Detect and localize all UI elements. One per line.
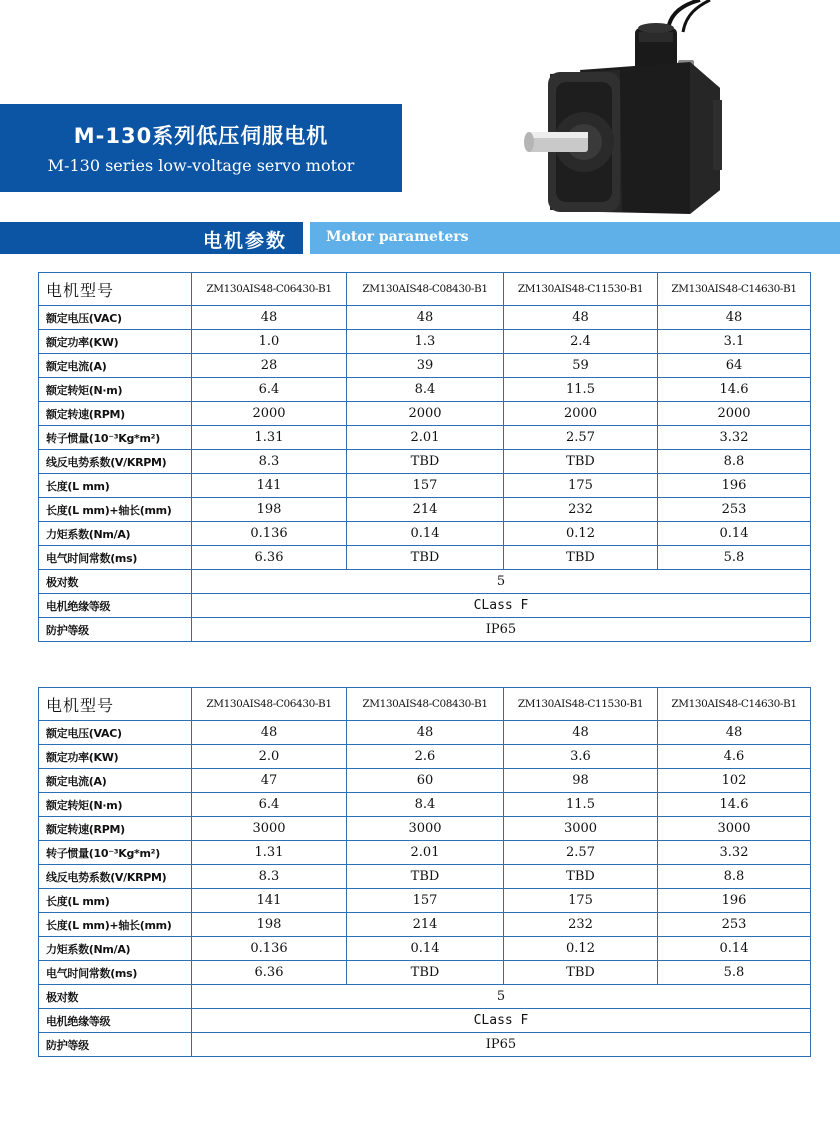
table-row bbox=[39, 769, 811, 793]
parameter-value: 11.5 bbox=[504, 378, 658, 402]
parameter-value: 6.36 bbox=[192, 546, 347, 570]
section-title-en: Motor parameters bbox=[326, 229, 469, 245]
model-name-cell: ZM130AIS48-C08430-B1 bbox=[347, 273, 504, 306]
parameter-label: 额定功率(KW) bbox=[39, 745, 192, 769]
model-name-cell: ZM130AIS48-C06430-B1 bbox=[192, 273, 347, 306]
parameter-value: 2.01 bbox=[347, 841, 504, 865]
parameter-value: 5.8 bbox=[658, 961, 811, 985]
parameter-value: 1.31 bbox=[192, 426, 347, 450]
parameter-value: 6.4 bbox=[192, 793, 347, 817]
table-row bbox=[39, 594, 811, 618]
table-row bbox=[39, 865, 811, 889]
parameter-label: 长度(L mm)+轴长(mm) bbox=[39, 913, 192, 937]
parameter-value: 2000 bbox=[658, 402, 811, 426]
parameter-value: TBD bbox=[347, 961, 504, 985]
parameter-label: 防护等级 bbox=[39, 618, 192, 642]
table-row bbox=[39, 546, 811, 570]
parameter-value: TBD bbox=[347, 450, 504, 474]
parameter-value: 232 bbox=[504, 913, 658, 937]
title-banner bbox=[0, 104, 402, 192]
parameter-value: 2000 bbox=[192, 402, 347, 426]
parameter-label: 电气时间常数(ms) bbox=[39, 961, 192, 985]
parameter-value: 8.4 bbox=[347, 378, 504, 402]
parameter-label: 长度(L mm) bbox=[39, 474, 192, 498]
parameter-value-merged: CLass F bbox=[192, 1009, 811, 1033]
table-row bbox=[39, 498, 811, 522]
parameter-value-merged: 5 bbox=[192, 985, 811, 1009]
parameter-value: 1.0 bbox=[192, 330, 347, 354]
parameter-value: 59 bbox=[504, 354, 658, 378]
table-row bbox=[39, 889, 811, 913]
parameter-label: 额定电压(VAC) bbox=[39, 721, 192, 745]
parameter-value: 0.14 bbox=[658, 937, 811, 961]
table-row bbox=[39, 961, 811, 985]
parameter-value: 14.6 bbox=[658, 378, 811, 402]
parameter-label: 防护等级 bbox=[39, 1033, 192, 1057]
parameter-label: 额定转矩(N·m) bbox=[39, 378, 192, 402]
parameter-value: TBD bbox=[347, 546, 504, 570]
parameter-value: 0.136 bbox=[192, 522, 347, 546]
table-row bbox=[39, 985, 811, 1009]
parameter-value: 2000 bbox=[347, 402, 504, 426]
table-row bbox=[39, 354, 811, 378]
parameter-value: 3.32 bbox=[658, 426, 811, 450]
parameter-value: 1.3 bbox=[347, 330, 504, 354]
parameter-value: 214 bbox=[347, 498, 504, 522]
parameter-value: 28 bbox=[192, 354, 347, 378]
model-name-cell: ZM130AIS48-C11530-B1 bbox=[504, 273, 658, 306]
parameter-label: 力矩系数(Nm/A) bbox=[39, 937, 192, 961]
parameter-value-merged: IP65 bbox=[192, 618, 811, 642]
parameter-value: 157 bbox=[347, 889, 504, 913]
parameter-value: TBD bbox=[504, 865, 658, 889]
parameter-value: 198 bbox=[192, 498, 347, 522]
model-name-cell: ZM130AIS48-C14630-B1 bbox=[658, 273, 811, 306]
parameter-label: 额定电流(A) bbox=[39, 354, 192, 378]
parameter-value: 48 bbox=[347, 306, 504, 330]
parameter-value: 0.14 bbox=[658, 522, 811, 546]
parameter-value: 157 bbox=[347, 474, 504, 498]
parameter-value: 2000 bbox=[504, 402, 658, 426]
section-title-cn-bar bbox=[0, 222, 303, 254]
parameter-label: 额定转速(RPM) bbox=[39, 817, 192, 841]
table-row bbox=[39, 1033, 811, 1057]
parameter-label: 线反电势系数(V/KRPM) bbox=[39, 865, 192, 889]
table-row bbox=[39, 402, 811, 426]
parameter-value: 141 bbox=[192, 889, 347, 913]
parameter-value: 198 bbox=[192, 913, 347, 937]
parameter-value: 196 bbox=[658, 889, 811, 913]
parameter-value: 0.136 bbox=[192, 937, 347, 961]
parameter-label: 电机绝缘等级 bbox=[39, 1009, 192, 1033]
parameter-label: 极对数 bbox=[39, 985, 192, 1009]
table-row bbox=[39, 522, 811, 546]
parameter-value: 196 bbox=[658, 474, 811, 498]
parameter-label: 力矩系数(Nm/A) bbox=[39, 522, 192, 546]
parameter-value-merged: IP65 bbox=[192, 1033, 811, 1057]
parameter-value: 0.12 bbox=[504, 522, 658, 546]
parameter-value: 48 bbox=[658, 721, 811, 745]
parameter-label: 转子惯量(10⁻³Kg*m²) bbox=[39, 841, 192, 865]
parameter-value: 47 bbox=[192, 769, 347, 793]
parameter-value: 3.32 bbox=[658, 841, 811, 865]
parameter-value: 4.6 bbox=[658, 745, 811, 769]
parameter-value: 14.6 bbox=[658, 793, 811, 817]
table-row bbox=[39, 570, 811, 594]
table-row bbox=[39, 841, 811, 865]
page-title: M-130系列低压伺服电机 bbox=[73, 124, 329, 148]
table-row bbox=[39, 450, 811, 474]
parameter-value: 6.36 bbox=[192, 961, 347, 985]
parameter-value: 3.6 bbox=[504, 745, 658, 769]
parameter-value: 214 bbox=[347, 913, 504, 937]
parameter-label: 长度(L mm) bbox=[39, 889, 192, 913]
parameter-label: 电机绝缘等级 bbox=[39, 594, 192, 618]
table-header-row bbox=[39, 688, 811, 721]
parameter-value: 48 bbox=[347, 721, 504, 745]
model-name-cell: ZM130AIS48-C08430-B1 bbox=[347, 688, 504, 721]
parameter-value: 0.12 bbox=[504, 937, 658, 961]
parameter-value: 175 bbox=[504, 889, 658, 913]
parameter-value: 175 bbox=[504, 474, 658, 498]
parameter-value: 6.4 bbox=[192, 378, 347, 402]
table-row bbox=[39, 378, 811, 402]
table-row bbox=[39, 817, 811, 841]
parameter-label: 额定电流(A) bbox=[39, 769, 192, 793]
table-row bbox=[39, 330, 811, 354]
parameter-value: 60 bbox=[347, 769, 504, 793]
table-row bbox=[39, 793, 811, 817]
table-row bbox=[39, 1009, 811, 1033]
parameter-value: 8.3 bbox=[192, 450, 347, 474]
parameter-label: 电气时间常数(ms) bbox=[39, 546, 192, 570]
parameter-value: 2.4 bbox=[504, 330, 658, 354]
parameter-value: 0.14 bbox=[347, 937, 504, 961]
parameter-value: 232 bbox=[504, 498, 658, 522]
parameter-value: 48 bbox=[192, 306, 347, 330]
parameter-label: 线反电势系数(V/KRPM) bbox=[39, 450, 192, 474]
servo-motor-image bbox=[520, 0, 750, 220]
parameter-value: 8.8 bbox=[658, 865, 811, 889]
table-row bbox=[39, 306, 811, 330]
table-row bbox=[39, 426, 811, 450]
model-name-cell: ZM130AIS48-C11530-B1 bbox=[504, 688, 658, 721]
parameter-label: 额定功率(KW) bbox=[39, 330, 192, 354]
parameter-value: 2.6 bbox=[347, 745, 504, 769]
parameter-value: 3000 bbox=[658, 817, 811, 841]
parameter-label: 额定转矩(N·m) bbox=[39, 793, 192, 817]
parameter-value: 2.0 bbox=[192, 745, 347, 769]
model-header-label: 电机型号 bbox=[39, 688, 192, 721]
parameter-label: 长度(L mm)+轴长(mm) bbox=[39, 498, 192, 522]
table-row bbox=[39, 474, 811, 498]
parameter-value: 3000 bbox=[192, 817, 347, 841]
parameter-value: 48 bbox=[192, 721, 347, 745]
parameter-value: TBD bbox=[504, 450, 658, 474]
parameter-value: 2.57 bbox=[504, 426, 658, 450]
parameter-value: 8.8 bbox=[658, 450, 811, 474]
parameter-value: 98 bbox=[504, 769, 658, 793]
parameter-value: 253 bbox=[658, 913, 811, 937]
table-row bbox=[39, 745, 811, 769]
parameter-value: 5.8 bbox=[658, 546, 811, 570]
parameter-value: 102 bbox=[658, 769, 811, 793]
parameter-label: 极对数 bbox=[39, 570, 192, 594]
model-name-cell: ZM130AIS48-C14630-B1 bbox=[658, 688, 811, 721]
parameter-value: 1.31 bbox=[192, 841, 347, 865]
parameter-value: 8.4 bbox=[347, 793, 504, 817]
parameter-value: 64 bbox=[658, 354, 811, 378]
parameter-value: 253 bbox=[658, 498, 811, 522]
parameter-label: 额定电压(VAC) bbox=[39, 306, 192, 330]
parameter-value: 39 bbox=[347, 354, 504, 378]
spec-table-3000rpm bbox=[38, 687, 811, 1057]
model-header-label: 电机型号 bbox=[39, 273, 192, 306]
parameter-value: 3.1 bbox=[658, 330, 811, 354]
parameter-value: 48 bbox=[504, 721, 658, 745]
section-header bbox=[0, 220, 840, 254]
parameter-value-merged: 5 bbox=[192, 570, 811, 594]
table-row bbox=[39, 913, 811, 937]
page-subtitle: M-130 series low-voltage servo motor bbox=[47, 156, 355, 175]
parameter-label: 额定转速(RPM) bbox=[39, 402, 192, 426]
table-row bbox=[39, 618, 811, 642]
section-title-cn: 电机参数 bbox=[202, 230, 287, 252]
parameter-value: 3000 bbox=[504, 817, 658, 841]
parameter-value: 11.5 bbox=[504, 793, 658, 817]
parameter-value: 48 bbox=[504, 306, 658, 330]
parameter-value: 3000 bbox=[347, 817, 504, 841]
parameter-value: 48 bbox=[658, 306, 811, 330]
parameter-value: 8.3 bbox=[192, 865, 347, 889]
section-title-en-bar bbox=[310, 222, 840, 254]
table-header-row bbox=[39, 273, 811, 306]
parameter-value: TBD bbox=[504, 546, 658, 570]
parameter-value: 0.14 bbox=[347, 522, 504, 546]
parameter-label: 转子惯量(10⁻³Kg*m²) bbox=[39, 426, 192, 450]
table-row bbox=[39, 721, 811, 745]
parameter-value-merged: CLass F bbox=[192, 594, 811, 618]
table-row bbox=[39, 937, 811, 961]
parameter-value: 141 bbox=[192, 474, 347, 498]
model-name-cell: ZM130AIS48-C06430-B1 bbox=[192, 688, 347, 721]
parameter-value: TBD bbox=[504, 961, 658, 985]
parameter-value: 2.01 bbox=[347, 426, 504, 450]
spec-table-2000rpm bbox=[38, 272, 811, 642]
parameter-value: TBD bbox=[347, 865, 504, 889]
parameter-value: 2.57 bbox=[504, 841, 658, 865]
